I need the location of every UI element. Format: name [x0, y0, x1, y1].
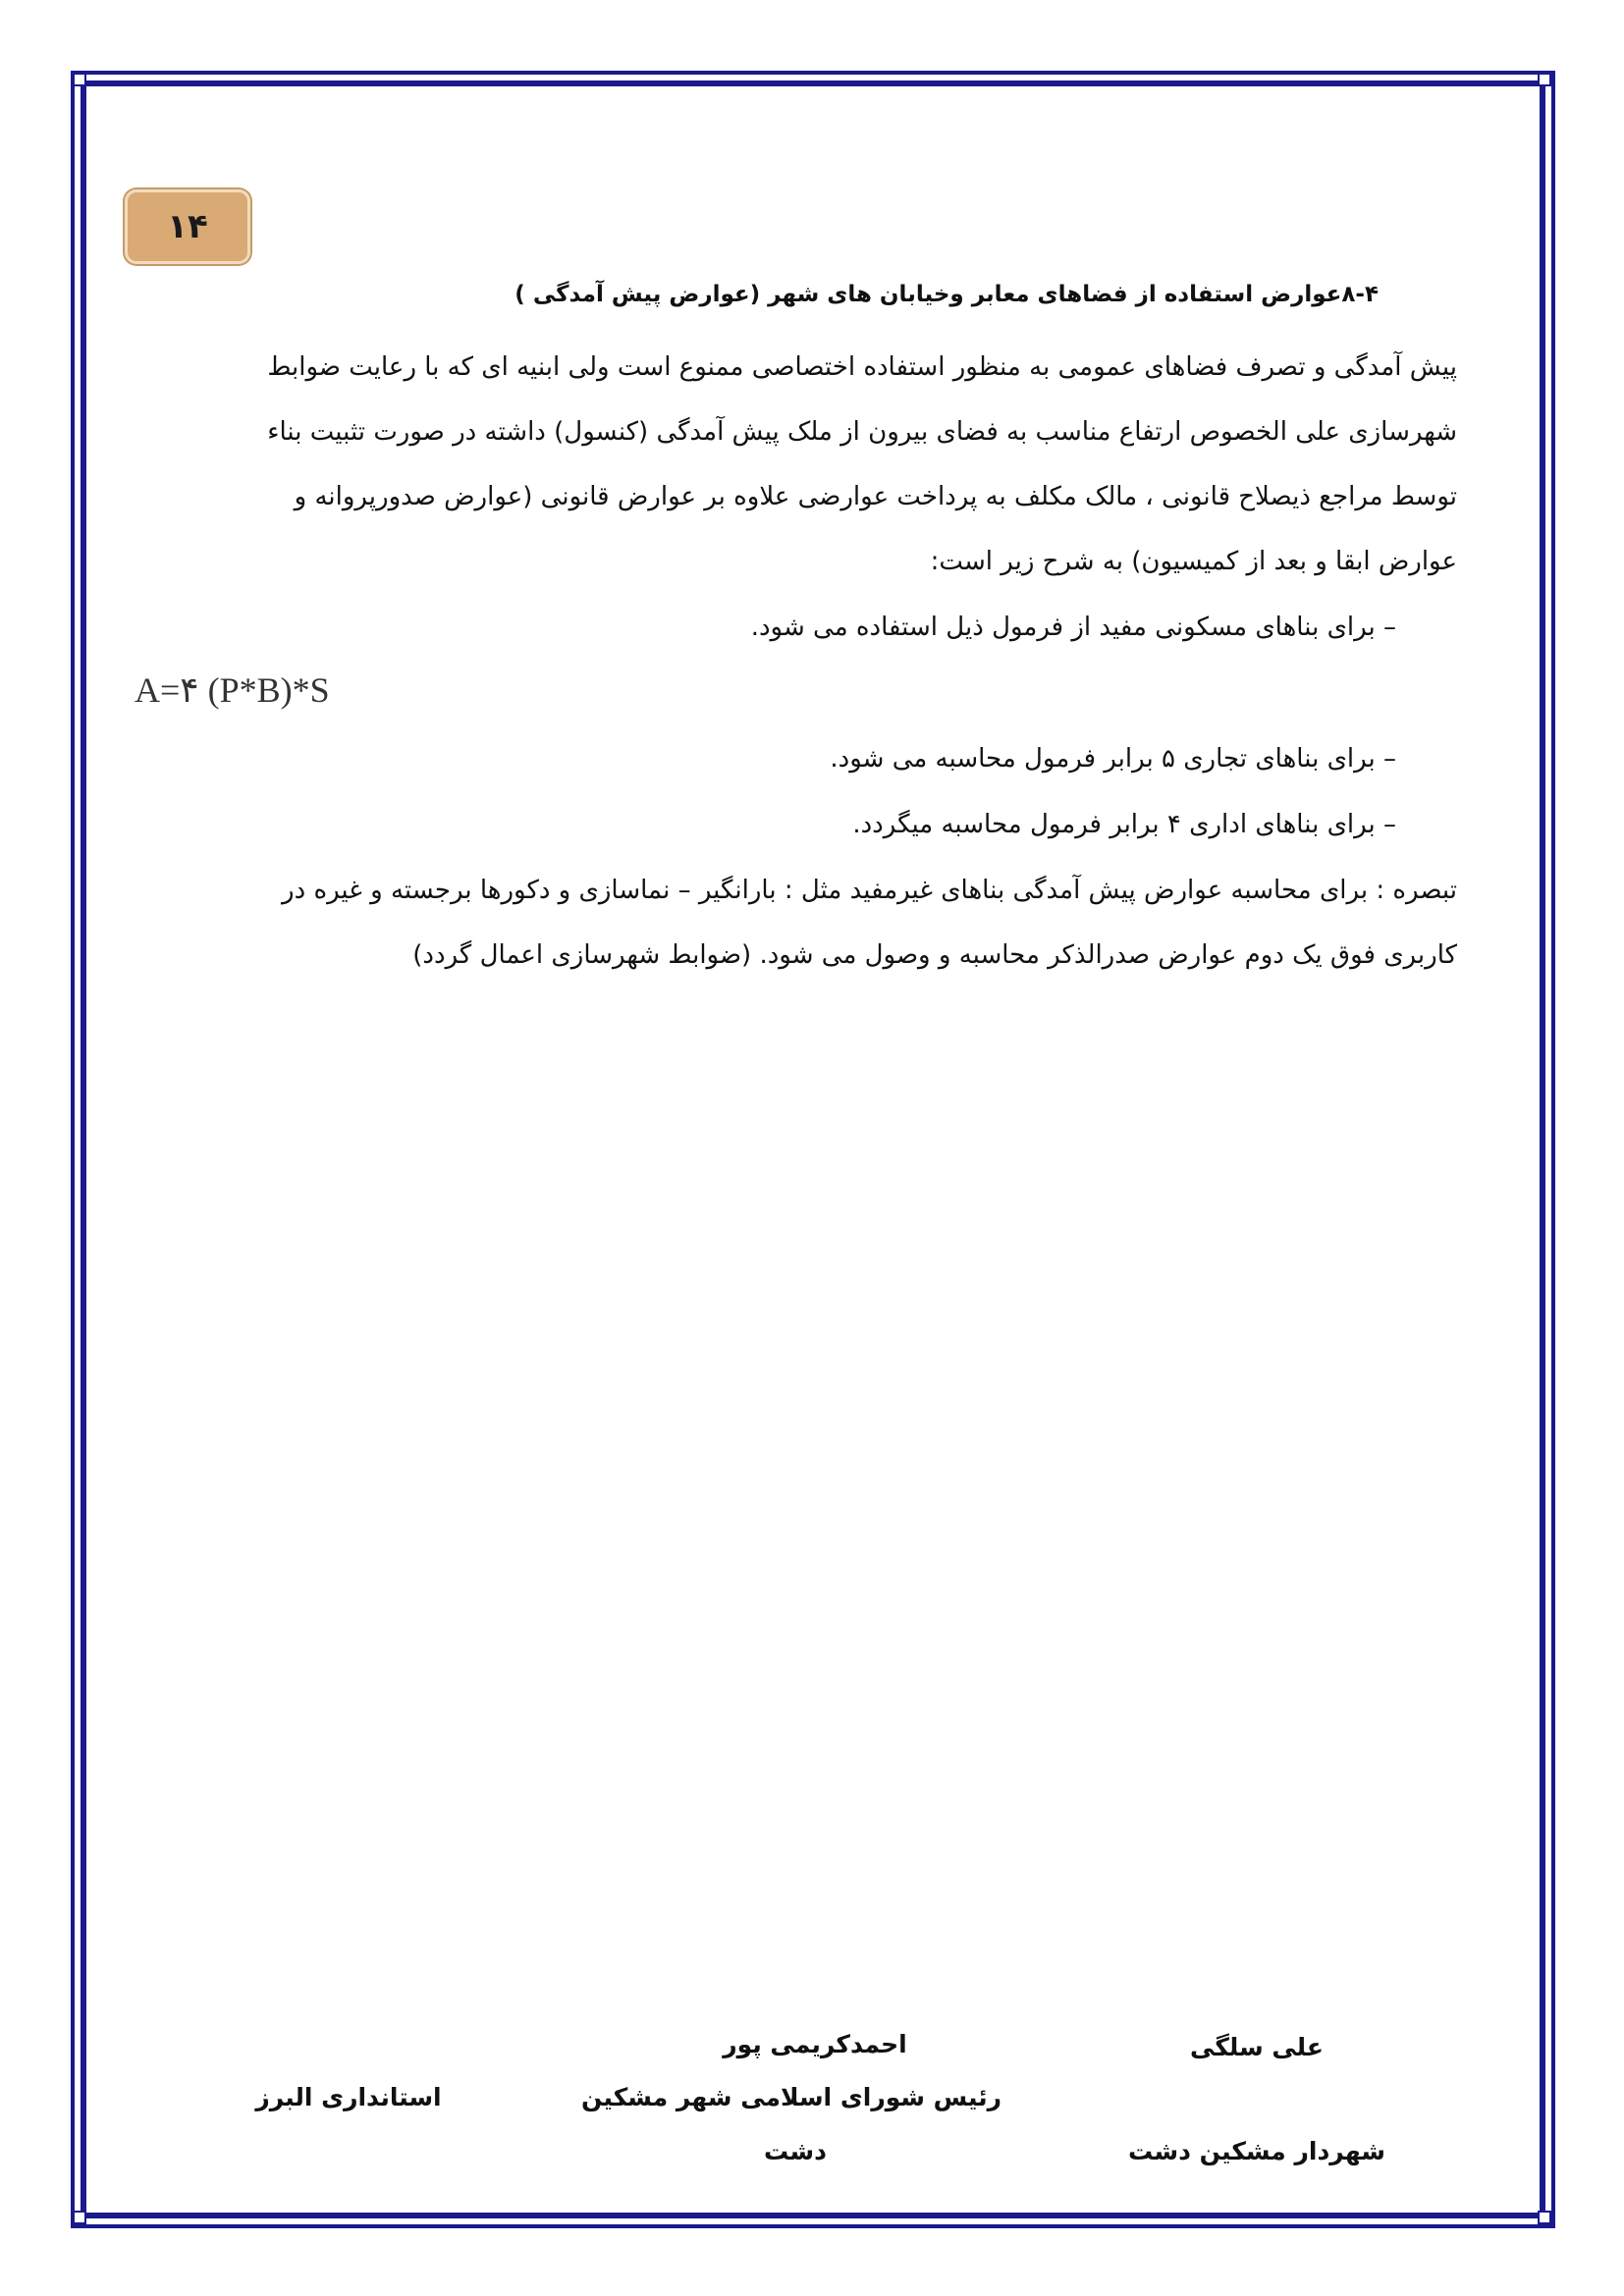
border-corner-bottom-right: [1538, 2211, 1551, 2224]
bullet-office: – برای بناهای اداری ۴ برابر فرمول محاسبه میگردد.: [852, 810, 1396, 839]
page-border-inner: [81, 80, 1545, 2218]
formula: A=۴ (P*B)*S: [135, 670, 330, 710]
mayor-title: شهردار مشکین دشت: [1128, 2137, 1385, 2165]
mayor-name: علی سلگی: [1190, 2033, 1324, 2061]
note-line: تبصره : برای محاسبه عوارض پیش آمدگی بناهای غیرمفید مثل : بارانگیر – نماسازی و دکورها برجسته و غیره در: [282, 876, 1457, 905]
bullet-commercial: – برای بناهای تجاری ۵ برابر فرمول محاسبه می شود.: [830, 744, 1396, 774]
border-corner-top-left: [73, 73, 86, 86]
governorate-label: استانداری البرز: [255, 2083, 442, 2111]
border-corner-top-right: [1538, 73, 1551, 86]
paragraph-line: عوارض ابقا و بعد از کمیسیون) به شرح زیر است:: [930, 547, 1457, 576]
paragraph-line: توسط مراجع ذیصلاح قانونی ، مالک مکلف به پرداخت عوارضی علاوه بر عوارض قانونی (عوارض صدورپروانه و: [294, 482, 1457, 511]
page-number: ۱۴: [167, 207, 208, 246]
note-line: کاربری فوق یک دوم عوارض صدرالذکر محاسبه و وصول می شود. (ضوابط شهرسازی اعمال گردد): [412, 940, 1457, 970]
council-head-title: رئیس شورای اسلامی شهر مشکین: [581, 2083, 1001, 2111]
bullet-residential: – برای بناهای مسکونی مفید از فرمول ذیل استفاده می شود.: [750, 613, 1396, 642]
paragraph-line: پیش آمدگی و تصرف فضاهای عمومی به منظور استفاده اختصاصی ممنوع است ولی ابنیه ای که با رعایت ضوابط: [267, 352, 1457, 382]
page-number-badge: [125, 189, 250, 264]
border-corner-bottom-left: [73, 2211, 86, 2224]
council-head-name: احمدکریمی پور: [723, 2030, 907, 2058]
paragraph-line: شهرسازی علی الخصوص ارتفاع مناسب به فضای بیرون از ملک پیش آمدگی (کنسول) داشته در صورت تثبیت بناء: [267, 417, 1457, 447]
council-head-title-line2: دشت: [764, 2137, 827, 2165]
section-heading: ۸-۴عوارض استفاده از فضاهای معابر وخیابان های شهر (عوارض پیش آمدگی ): [514, 282, 1379, 307]
